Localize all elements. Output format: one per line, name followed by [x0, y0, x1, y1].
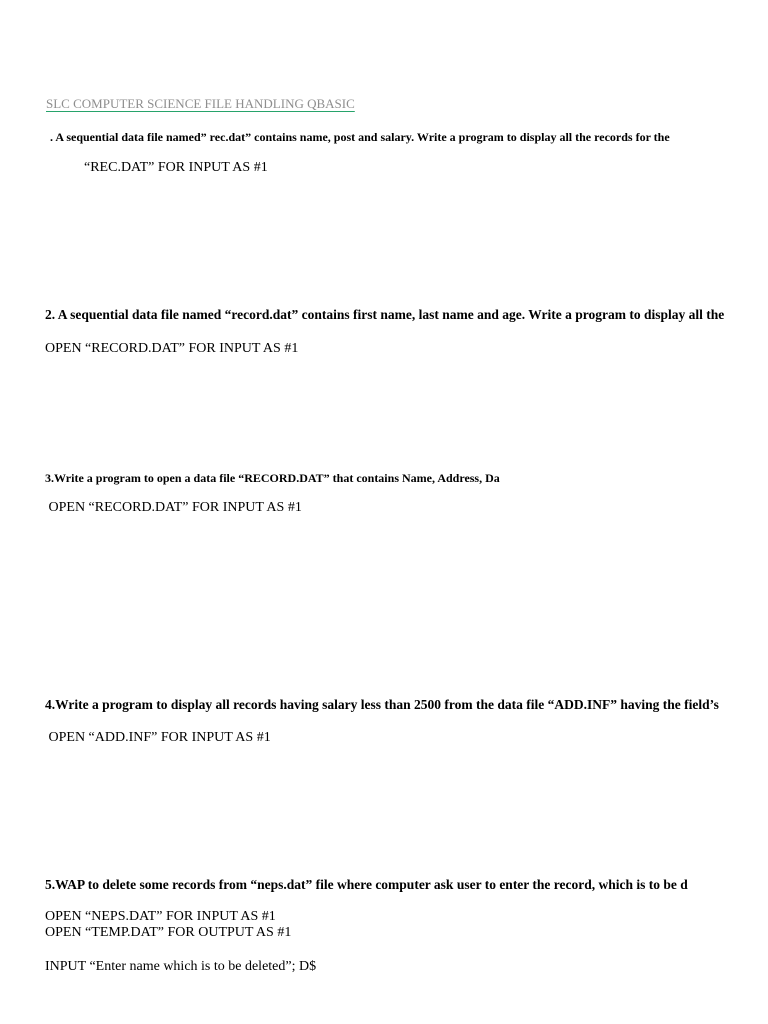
question-1-code-line: “REC.DAT” FOR INPUT AS #1	[84, 160, 268, 175]
question-4-code-line: OPEN “ADD.INF” FOR INPUT AS #1	[45, 730, 271, 745]
question-5-code-line-3: INPUT “Enter name which is to be deleted”; D$	[45, 959, 317, 974]
document-title: SLC COMPUTER SCIENCE FILE HANDLING QBASIC	[46, 96, 355, 111]
question-5-code-line-2: OPEN “TEMP.DAT” FOR OUTPUT AS #1	[45, 925, 292, 940]
question-5-code-line-1: OPEN “NEPS.DAT” FOR INPUT AS #1	[45, 909, 276, 924]
question-5-heading: 5.WAP to delete some records from “neps.dat” file where computer ask user to enter the record, which is to be d	[45, 877, 688, 892]
question-3-code-line: OPEN “RECORD.DAT” FOR INPUT AS #1	[45, 500, 302, 515]
question-3-heading: 3.Write a program to open a data file “RECORD.DAT” that contains Name, Address, Da	[45, 471, 500, 485]
question-2-code-line: OPEN “RECORD.DAT” FOR INPUT AS #1	[45, 341, 299, 356]
question-1-heading: . A sequential data file named” rec.dat” contains name, post and salary. Write a program to display all the records for the	[50, 130, 670, 144]
question-2-heading: 2. A sequential data file named “record.dat” contains first name, last name and age. Write a program to display all the	[45, 307, 725, 322]
question-4-heading: 4.Write a program to display all records having salary less than 2500 from the data file “ADD.INF” having the field’s	[45, 697, 719, 712]
